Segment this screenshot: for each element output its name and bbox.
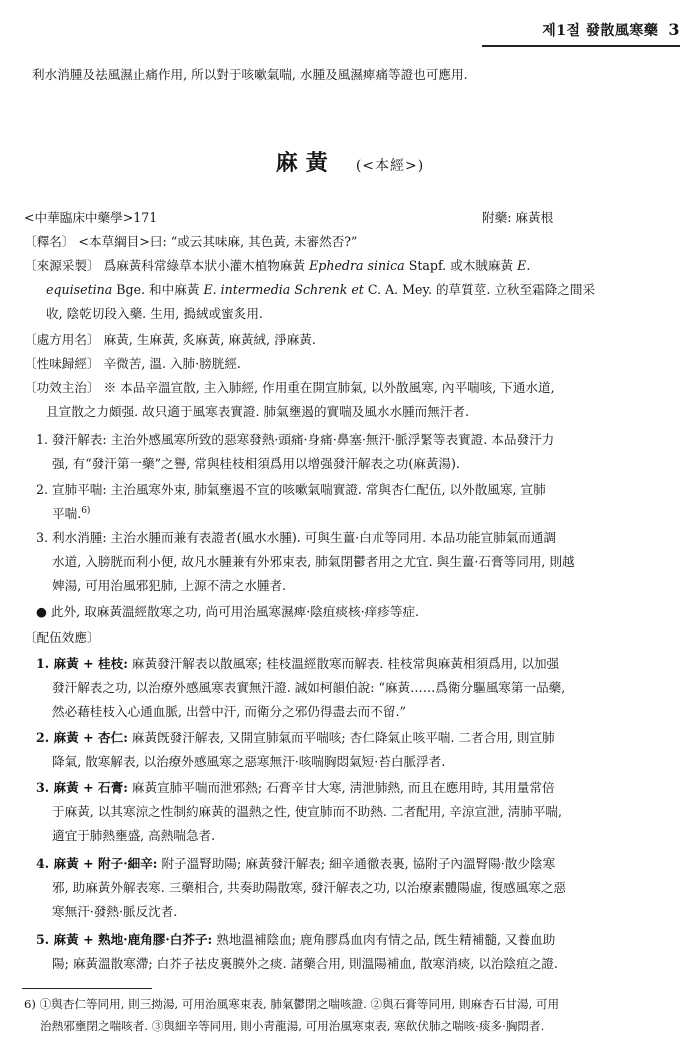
combo-head: 1. 麻黃 + 桂枝: (36, 656, 128, 671)
combo-item-2 (36, 730, 555, 746)
footnote-rule (22, 988, 152, 989)
combo-text: 熟地溫補陰血; 鹿角膠爲血肉有情之品, 旣生精補髓, 又養血助 (212, 932, 556, 947)
use-item-extra: ● 此外, 取麻黃溫經散寒之功, 尚可用治風寒濕痺·陰疽痰核·痒疹等症. (36, 604, 420, 619)
combo-text: 附子溫腎助陽; 麻黃發汗解表; 細辛通徹表裏, 協附子內溫腎陽·散少陰寒 (157, 856, 556, 871)
use-item-2-line-2 (52, 506, 90, 522)
use-item-1-line-2: 强, 有“發汗第一藥”之譽, 常與桂枝相須爲用以增强發汗解表之功(麻黃湯). (52, 456, 460, 471)
section-efficacy: 〔功效主治〕 ※ 本品辛溫宣散, 主入肺經, 作用重在開宣肺氣, 以外散風寒, 內平喘咳, 下通水道, (24, 380, 555, 395)
combo-item-4 (36, 856, 555, 872)
section-prescription-names: 〔處方用名〕 麻黃, 生麻黃, 炙麻黃, 麻黃絨, 淨麻黃. (24, 332, 316, 347)
origin-text: Stapf. 或木賊麻黃 (404, 258, 518, 273)
combo-item-1-line-3: 然必藉桂枝入心通血脈, 出營中汗, 而衛分之邪仍得盡去而不留.” (52, 704, 406, 719)
footnote-ref: 6) (81, 505, 91, 516)
running-header (542, 20, 680, 40)
header-rule (482, 45, 680, 47)
herb-name: 麻黃 (275, 150, 336, 176)
origin-text: C. A. Mey. 的草質莖. 立秋至霜降之間采 (363, 282, 596, 297)
section-naming: 〔釋名〕 <本草綱目>曰: “或云其味麻, 其色黃, 未審然否?” (24, 234, 358, 249)
combo-text: 麻黃旣發汗解表, 又開宣肺氣而平喘咳; 杏仁降氣止咳平喘. 二者合用, 則宣肺 (127, 730, 555, 745)
use-text: 平喘. (52, 506, 82, 521)
combo-item-3-line-2: 于麻黃, 以其寒涼之性制約麻黃的溫熱之性, 使宣肺而不助熱. 二者配用, 辛涼宣泄, 淸肺平喘, (52, 804, 563, 819)
combo-head: 2. 麻黃 + 杏仁: (36, 730, 128, 745)
combo-head: 3. 麻黃 + 石膏: (36, 780, 128, 795)
combo-item-1-line-2: 發汗解表之功, 以治療外感風寒表實無汗證. 誠如柯韻伯說: “麻黃……爲衛分驅風寒第一品藥, (52, 680, 566, 695)
use-item-3: 3. 利水消腫: 主治水腫而兼有表證者(風水水腫). 可與生薑·白朮等同用. 本品功能宣肺氣而通調 (36, 530, 557, 545)
reference-citation: <中華臨床中藥學>171 (24, 210, 158, 225)
species-name: Ephedra sinica (309, 258, 405, 273)
combo-text: 麻黃宣肺平喘而泄邪熱; 石膏辛甘大寒, 淸泄肺熱, 而且在應用時, 其用量常倍 (127, 780, 555, 795)
page-number: 3 (668, 20, 680, 39)
entry-heading (0, 146, 700, 177)
footnote-line-1: 6) ①與杏仁等同用, 則三拗湯, 可用治風寒束表, 肺氣鬱閉之喘咳證. ②與石膏等同用, 則麻杏石甘湯, 可用 (24, 997, 560, 1011)
section-origin (24, 258, 530, 274)
intro-paragraph: 利水消腫及祛風濕止痛作用, 所以對于咳嗽氣喘, 水腫及風濕痺痛等證也可應用. (32, 67, 468, 82)
use-item-3-line-2: 水道, 入膀胱而利小便, 故凡水腫兼有外邪束表, 肺氣閉鬱者用之尤宜. 與生薑·石膏等同用, 則越 (52, 554, 575, 569)
origin-line-2 (46, 282, 595, 298)
origin-line-3: 收, 陰乾切段入藥. 生用, 搗絨或蜜炙用. (46, 306, 263, 321)
combo-item-4-line-2: 邪, 助麻黃外解表寒. 三藥相合, 共奏助陽散寒, 發汗解表之功, 以治療素體陽虛, 復感風寒之惡 (52, 880, 567, 895)
combo-item-5-line-2: 陽; 麻黃溫散寒滯; 白芥子祛皮裏膜外之痰. 諸藥合用, 則溫陽補血, 散寒消痰, 以治陰疽之證. (52, 956, 558, 971)
combo-text: 麻黃發汗解表以散風寒; 桂枝溫經散寒而解表. 桂枝常與麻黃相須爲用, 以加强 (127, 656, 560, 671)
origin-text: Bge. 和中麻黃 (112, 282, 204, 297)
combo-head: 4. 麻黃 + 附子·細辛: (36, 856, 158, 871)
combo-item-4-line-3: 寒無汗·發熱·脈反沈者. (52, 904, 178, 919)
use-item-3-line-3: 婢湯, 可用治風邪犯肺, 上源不淸之水腫者. (52, 578, 287, 593)
species-name: E. intermedia Schrenk et (203, 282, 364, 297)
combo-item-3 (36, 780, 555, 796)
species-name: equisetina (46, 282, 113, 297)
combo-item-3-line-3: 適宜于肺熱壅盛, 高熱喘急者. (52, 828, 216, 843)
appended-herb: 附藥: 麻黃根 (482, 210, 554, 225)
chapter-title: 제1절 發散風寒藥 (542, 23, 659, 39)
combo-item-5 (36, 932, 555, 948)
use-item-1: 1. 發汗解表: 主治外感風寒所致的惡寒發熱·頭痛·身痛·鼻塞·無汗·脈浮緊等表實證. 本品發汗力 (36, 432, 555, 447)
footnote-line-2: 治熱邪壅閉之喘咳者. ③與細辛等同用, 則小靑龍湯, 可用治風寒束表, 寒飮伏肺之喘咳·痰多·胸悶者. (40, 1019, 545, 1033)
section-combinations: 〔配伍效應〕 (24, 630, 100, 645)
combo-item-1 (36, 656, 559, 672)
efficacy-line-2: 且宣散之力頗强. 故只適于風寒表實證. 肺氣壅遏的實喘及風水水腫而無汗者. (46, 404, 470, 419)
species-name: E. (517, 258, 531, 273)
use-item-2: 2. 宣肺平喘: 主治風寒外束, 肺氣壅遏不宣的咳嗽氣喘實證. 常與杏仁配伍, 以外散風寒, 宣肺 (36, 482, 546, 497)
combo-item-2-line-2: 降氣, 散寒解表, 以治療外感風寒之惡寒無汗·咳喘胸悶氣短·苔白脈浮者. (52, 754, 446, 769)
combo-head: 5. 麻黃 + 熟地·鹿角膠·白芥子: (36, 932, 213, 947)
section-properties: 〔性味歸經〕 辛微苦, 溫. 入肺·膀胱經. (24, 356, 241, 371)
origin-text: 〔來源采製〕 爲麻黃科常綠草本狀小灌木植物麻黃 (24, 258, 310, 273)
herb-source: (<本經>) (355, 158, 425, 174)
